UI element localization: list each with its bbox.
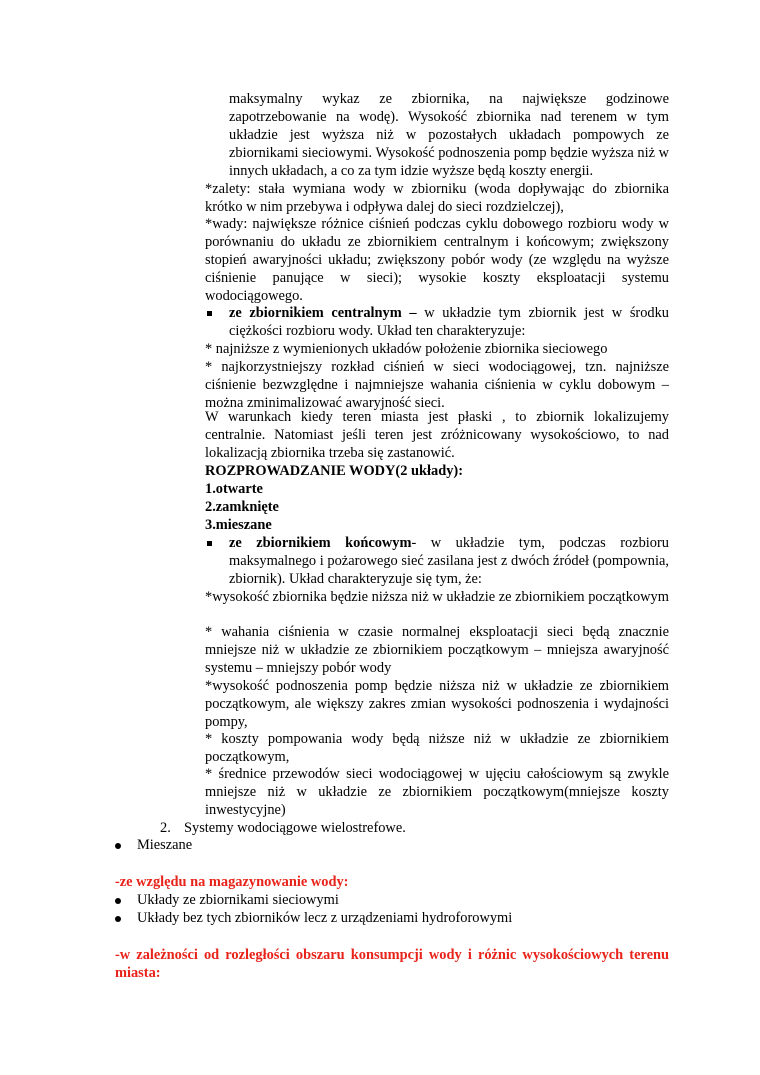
- paragraph-k4: * koszty pompowania wody będą niższe niż w układzie ze zbiornikiem początkowym,: [205, 731, 669, 765]
- list-item-magazyn-2: Układy bez tych zbiorników lecz z urządzeniami hydroforowymi: [137, 910, 513, 926]
- heading-magazynowanie: -ze względu na magazynowanie wody:: [115, 874, 349, 890]
- list-mieszane: 3.mieszane: [205, 517, 272, 533]
- list-item-central: [229, 305, 669, 341]
- bullet-magazyn-1: [115, 898, 121, 904]
- bullet-mieszane: [115, 843, 121, 849]
- list-item-magazyn-1: Układy ze zbiornikami sieciowymi: [137, 892, 339, 908]
- list-item-koncowy: [229, 535, 669, 589]
- paragraph-zalety: *zalety: stała wymiana wody w zbiorniku (woda dopływając do zbiornika krótko w nim przebywa i odpływa dalej do sieci rozdzielczej),: [205, 181, 669, 215]
- paragraph-wady: *wady: największe różnice ciśnień podczas cyklu dobowego rozbioru wody w porównaniu do układu ze zbiornikiem centralnym i końcowym; zwiększony stopień awaryjności układu; zwiększony pobór wody (ze względu na wyższe ciśnienie panujące w sieci); wysokie koszty eksploatacji systemu wodociągowego.: [205, 216, 669, 304]
- bullet-magazyn-2: [115, 916, 121, 922]
- square-bullet-central: [207, 311, 212, 316]
- central-rest: w układzie tym zbiornik jest w środku ciężkości rozbioru wody. Układ ten charakteryzuje:: [229, 305, 670, 339]
- paragraph-central-1: * najniższe z wymienionych układów położenie zbiornika sieciowego: [205, 341, 608, 357]
- koncowy-bold: ze zbiornikiem końcowym: [229, 535, 412, 551]
- paragraph-block1: maksymalny wykaz ze zbiornika, na największe godzinowe zapotrzebowanie na wodę). Wysokość zbiornika nad terenem w tym układzie jest wyższa niż w pozostałych układach pompowych ze zbiornikami sieciowymi. Wysokość podnoszenia pomp będzie wyższa niż w innych układach, a co za tym idzie wyższe będą koszty energii.: [229, 91, 669, 179]
- list-item-mieszane: Mieszane: [137, 837, 193, 853]
- paragraph-central-2: * najkorzystniejszy rozkład ciśnień w sieci wodociągowej, tzn. najniższe ciśnienie bezwzględne i najmniejsze wahania ciśnienia w cyklu dobowym – można zminimalizować awaryjność sieci.: [205, 359, 669, 411]
- paragraph-k2: * wahania ciśnienia w czasie normalnej eksploatacji sieci będą znacznie mniejsze niż w układzie ze zbiornikiem początkowym – mniejsza awaryjność systemu – mniejszy pobór wody: [205, 624, 669, 676]
- heading-rozleglosc: -w zależności od rozległości obszaru konsumpcji wody i różnic wysokościowych terenu miasta:: [115, 947, 669, 981]
- paragraph-k3: *wysokość podnoszenia pomp będzie niższa niż w układzie ze zbiornikiem początkowym, ale większy zakres zmian wysokości podnoszenia i wydajności pompy,: [205, 678, 669, 730]
- paragraph-k5: * średnice przewodów sieci wodociągowej w ujęciu całościowym są zwykle mniejsze niż w układzie ze zbiornikiem początkowym(mniejsze koszty inwestycyjne): [205, 766, 669, 818]
- square-bullet-koncowy: [207, 541, 212, 546]
- central-bold: ze zbiornikiem centralnym –: [229, 305, 417, 321]
- heading-rozprowadzanie: ROZPROWADZANIE WODY(2 układy):: [205, 463, 463, 479]
- koncowy-rest: - w układzie tym, podczas rozbioru maksymalnego i pożarowego sieć zasilana jest z dwóch źródeł (pompownia, zbiornik). Układ charakteryzuje się tym, że:: [229, 535, 669, 587]
- list-otwarte: 1.otwarte: [205, 481, 263, 497]
- paragraph-k1: *wysokość zbiornika będzie niższa niż w układzie ze zbiornikiem początkowym: [205, 589, 669, 605]
- numbered-2-text: Systemy wodociągowe wielostrefowe.: [184, 820, 406, 836]
- list-zamkniete: 2.zamknięte: [205, 499, 279, 515]
- numbered-2-num: 2.: [160, 820, 171, 836]
- paragraph-central-3: W warunkach kiedy teren miasta jest płaski , to zbiornik lokalizujemy centralnie. Natomiast jeśli teren jest zróżnicowany wysokościowo, to nad lokalizacją zbiornika trzeba się zastanowić.: [205, 409, 669, 461]
